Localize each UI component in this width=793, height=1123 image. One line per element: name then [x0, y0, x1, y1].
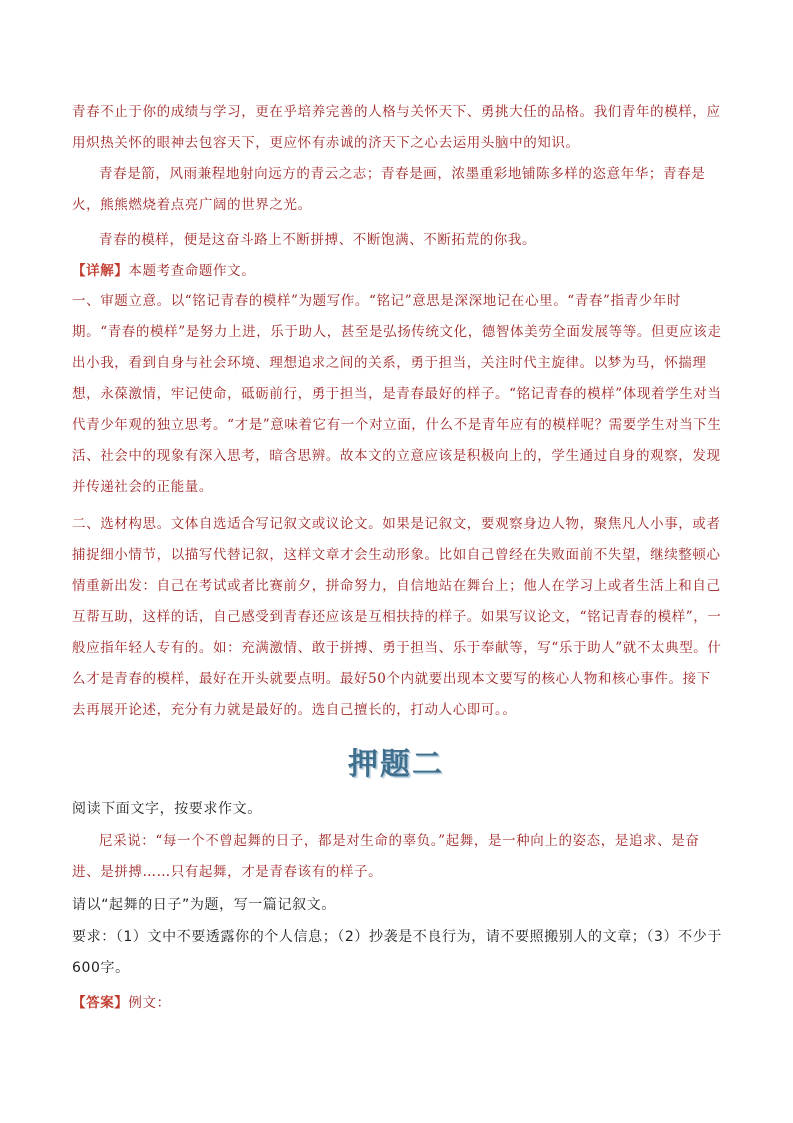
task-requirements: 要求：（1）文中不要透露你的个人信息；（2）抄袭是不良行为，请不要照搬别人的文章；（3）不少于600字。: [72, 929, 722, 976]
answer-label: 【答案】: [72, 995, 129, 1011]
section-heading: [346, 738, 446, 784]
analysis-section-1: 一、审题立意。以“铭记青春的模样”为题写作。“铭记”意思是深深地记在心里。“青春”指青少年时期。“青春的模样”是努力上进，乐于助人，甚至是弘扬传统文化，德智体美劳全面发展等等。但更应该走出小我，看到自身与社会环境、理想追求之间的关系，勇于担当，关注时代主旋律。以梦为马，怀揣理想，永葆激情，牢记使命，砥砺前行，勇于担当，是青春最好的样子。“铭记青春的模样”体现着学生对当代青少年观的独立思考。“才是”意味着它有一个对立面，什么不是青年应有的模样呢？需要学生对当下生活、社会中的现象有深入思考，暗含思辨。故本文的立意应该是积极向上的，学生通过自身的观察，发现并传递社会的正能量。: [72, 293, 722, 495]
task-instruction: 阅读下面文字，按要求作文。: [72, 801, 262, 817]
detail-label: 【详解】: [72, 263, 129, 279]
analysis-section-2: 二、选材构思。文体自选适合写记叙文或议论文。如果是记叙文，要观察身边人物，聚焦凡人小事，或者捕捉细小情节，以描写代替记叙，这样文章才会生动形象。比如自己曾经在失败面前不失望，继续整顿心情重新出发：自己在考试或者比赛前夕，拼命努力，自信地站在舞台上；他人在学习上或者生活上和自己互帮互助，这样的话，自己感受到青春还应该是互相扶持的样子。如果写议论文，“铭记青春的模样”，一般应指年轻人专有的。如：充满激情、敢于拼搏、勇于担当、乐于奉献等，写“乐于助人”就不太典型。什么才是青春的模样，最好在开头就要点明。最好50个内就要出现本文要写的核心人物和核心事件。接下去再展开论述，充分有力就是最好的。选自己擅长的，打动人心即可。。: [72, 516, 722, 718]
detail-line: [72, 256, 724, 287]
answer-text: 例文：: [128, 995, 171, 1011]
essay-paragraph-2: 青春是箭，风雨兼程地射向远方的青云之志；青春是画，浓墨重彩地铺陈多样的恣意年华；青春是火，熊熊燃烧着点亮广阔的世界之光。: [72, 166, 706, 213]
essay-paragraph-1: 青春不止于你的成绩与学习，更在乎培养完善的人格与关怀天下、勇挑大任的品格。我们青年的模样，应用炽热关怀的眼神去包容天下，更应怀有赤诚的济天下之心去运用头脑中的知识。: [72, 104, 721, 151]
essay-paragraph-3: 青春的模样，便是这奋斗路上不断拼搏、不断饱满、不断拓荒的你我。: [99, 232, 537, 248]
section-heading-text: 押题二: [348, 747, 444, 782]
task-quote: 尼采说：“每一个不曾起舞的日子，都是对生命的辜负。”起舞，是一种向上的姿态，是追求、是奋进、是拼搏……只有起舞，才是青春该有的样子。: [72, 833, 700, 880]
detail-text: 本题考查命题作文。: [128, 263, 256, 279]
answer-line: [72, 988, 724, 1019]
task-title-requirement: 请以“起舞的日子”为题，写一篇记叙文。: [72, 897, 336, 913]
